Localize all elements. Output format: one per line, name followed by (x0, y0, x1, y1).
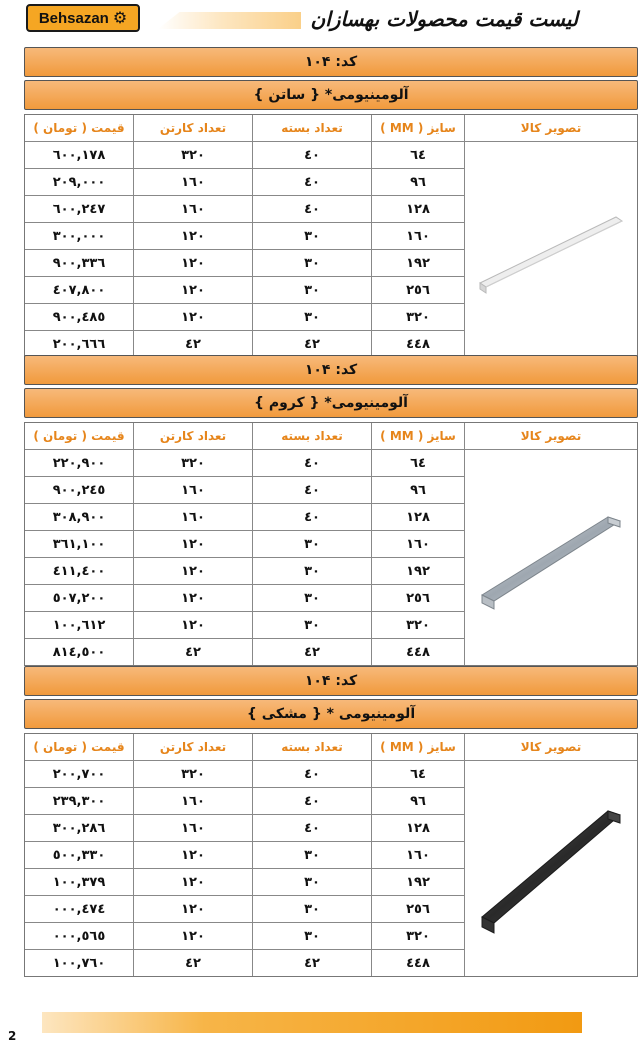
size-cell: ٣٢٠ (372, 612, 464, 638)
page-header (0, 0, 640, 44)
size-cell: ١٢٨ (372, 196, 464, 222)
size-cell: ١٦٠ (372, 842, 464, 868)
size-cell: ٢٥٦ (372, 585, 464, 611)
product-image-black (465, 761, 637, 976)
price-cell: ٤۸٥,۹۰۰ (25, 304, 133, 330)
product-section-black (24, 666, 638, 977)
size-cell: ٩٦ (372, 169, 464, 195)
price-cell: ٥۰۷,۲۰۰ (25, 585, 133, 611)
price-cell: ۲٤۷,٦۰۰ (25, 196, 133, 222)
size-cell: ١٦٠ (372, 223, 464, 249)
product-material: آلومینیومی * { مشکی } (24, 699, 638, 729)
pack-cell: ٤٠ (253, 196, 371, 222)
chrome-handle-icon (476, 503, 626, 613)
pack-cell: ٣٠ (253, 531, 371, 557)
size-cell: ١٩٢ (372, 869, 464, 895)
product-code: کد: ۱۰۴ (24, 666, 638, 696)
price-cell: ۲۰۰,۷۰۰ (25, 761, 133, 787)
pack-cell: ٣٠ (253, 585, 371, 611)
size-cell: ٦٤ (372, 450, 464, 476)
carton-cell: ١٦٠ (134, 815, 252, 841)
price-cell: ٦٦٦,۲۰۰ (25, 331, 133, 357)
black-handle-icon (476, 799, 626, 939)
price-cell: ۲۸٦,۳۰۰ (25, 815, 133, 841)
price-cell: ۳۳٦,۹۰۰ (25, 250, 133, 276)
pack-cell: ٣٠ (253, 250, 371, 276)
pack-cell: ٤٠ (253, 504, 371, 530)
carton-cell: ۳۲۰ (134, 761, 252, 787)
pack-cell: ٣٠ (253, 223, 371, 249)
price-cell: ٦١۲,١۰۰ (25, 612, 133, 638)
size-cell: ٩٦ (372, 477, 464, 503)
pack-cell: ٤٠ (253, 815, 371, 841)
size-cell: ٢٥٦ (372, 277, 464, 303)
pack-cell: ٤٢ (253, 639, 371, 665)
carton-cell: ١٢٠ (134, 277, 252, 303)
carton-cell: ١٦٠ (134, 169, 252, 195)
header-size: سایز ( MM ) (372, 115, 464, 141)
carton-cell: ۳۲۰ (134, 142, 252, 168)
header-carton: تعداد کارتن (134, 423, 252, 449)
header-price: قیمت ( تومان ) (25, 115, 133, 141)
price-cell: ٤۷٤,۰۰۰ (25, 896, 133, 922)
size-cell: ١٢٨ (372, 504, 464, 530)
product-code: کد: ۱۰۴ (24, 355, 638, 385)
price-cell: ٤١١,٤۰۰ (25, 558, 133, 584)
footer-accent-bar (42, 1012, 582, 1033)
size-cell: ١٢٨ (372, 815, 464, 841)
pack-cell: ٤٠ (253, 169, 371, 195)
header-size: سایز ( MM ) (372, 734, 464, 760)
product-section-chrome (24, 355, 638, 666)
price-cell: ۲۰۹,۰۰۰ (25, 169, 133, 195)
size-cell: ١٩٢ (372, 250, 464, 276)
header-pack: تعداد بسته (253, 423, 371, 449)
price-cell: ۱۷۸,٦۰۰ (25, 142, 133, 168)
brand-name: Behsazan (38, 9, 109, 27)
carton-cell: ٤٢ (134, 950, 252, 976)
pack-cell: ٤٠ (253, 761, 371, 787)
carton-cell: ١٢٠ (134, 842, 252, 868)
header-size: سایز ( MM ) (372, 423, 464, 449)
header-carton: تعداد کارتن (134, 115, 252, 141)
pack-cell: ٣٠ (253, 869, 371, 895)
pack-cell: ٣٠ (253, 896, 371, 922)
price-cell: ۷٦۰,١۰۰ (25, 950, 133, 976)
pack-cell: ٣٠ (253, 842, 371, 868)
carton-cell: ۳۲۰ (134, 450, 252, 476)
pack-cell: ٤٠ (253, 450, 371, 476)
size-cell: ٣٢٠ (372, 304, 464, 330)
price-cell: ۳۰۸,۹۰۰ (25, 504, 133, 530)
carton-cell: ١٢٠ (134, 304, 252, 330)
price-table (24, 422, 638, 666)
carton-cell: ١٢٠ (134, 250, 252, 276)
carton-cell: ١٢٠ (134, 585, 252, 611)
header-image: تصویر کالا (465, 423, 637, 449)
price-table (24, 733, 638, 977)
gear-icon: ⚙ (112, 8, 128, 27)
price-cell: ۳۰۰,۰۰۰ (25, 223, 133, 249)
pack-cell: ٣٠ (253, 304, 371, 330)
carton-cell: ١٦٠ (134, 196, 252, 222)
carton-cell: ١٢٠ (134, 531, 252, 557)
carton-cell: ١٢٠ (134, 612, 252, 638)
price-cell: ۳۳۰,٥۰۰ (25, 842, 133, 868)
page-title: لیست قیمت محصولات بهسازان (301, 3, 588, 35)
pack-cell: ٣٠ (253, 612, 371, 638)
header-pack: تعداد بسته (253, 734, 371, 760)
pack-cell: ٤٢ (253, 950, 371, 976)
size-cell: ٤٤٨ (372, 950, 464, 976)
header-carton: تعداد کارتن (134, 734, 252, 760)
header-price: قیمت ( تومان ) (25, 734, 133, 760)
page-number: 2 (8, 1029, 17, 1043)
product-material: آلومینیومی* { ساتن } (24, 80, 638, 110)
carton-cell: ١٦٠ (134, 788, 252, 814)
size-cell: ٩٦ (372, 788, 464, 814)
pack-cell: ٣٠ (253, 277, 371, 303)
satin-handle-icon (476, 205, 626, 295)
carton-cell: ١٢٠ (134, 923, 252, 949)
pack-cell: ٣٠ (253, 558, 371, 584)
carton-cell: ١٦٠ (134, 504, 252, 530)
carton-cell: ١٦٠ (134, 477, 252, 503)
price-cell: ۳۷۹,١۰۰ (25, 869, 133, 895)
price-cell: ٤۰۷,۸۰۰ (25, 277, 133, 303)
size-cell: ٦٤ (372, 761, 464, 787)
price-cell: ۸١٤,٥۰۰ (25, 639, 133, 665)
price-cell: ۲٤٥,۹۰۰ (25, 477, 133, 503)
brand-logo (26, 4, 140, 32)
header-image: تصویر کالا (465, 115, 637, 141)
pack-cell: ٤٠ (253, 477, 371, 503)
pack-cell: ٤٠ (253, 788, 371, 814)
price-cell: ۲۳۹,۳۰۰ (25, 788, 133, 814)
size-cell: ٣٢٠ (372, 923, 464, 949)
price-cell: ٥٦٥,۰۰۰ (25, 923, 133, 949)
product-material: آلومینیومی* { کروم } (24, 388, 638, 418)
price-cell: ۲۲۰,۹۰۰ (25, 450, 133, 476)
product-section-satin (24, 47, 638, 358)
header-pack: تعداد بسته (253, 115, 371, 141)
pack-cell: ٣٠ (253, 923, 371, 949)
size-cell: ١٦٠ (372, 531, 464, 557)
carton-cell: ١٢٠ (134, 223, 252, 249)
header-price: قیمت ( تومان ) (25, 423, 133, 449)
header-image: تصویر کالا (465, 734, 637, 760)
carton-cell: ١٢٠ (134, 869, 252, 895)
size-cell: ٤٤٨ (372, 331, 464, 357)
pack-cell: ٤٢ (253, 331, 371, 357)
pack-cell: ٤٠ (253, 142, 371, 168)
product-image-satin (465, 142, 637, 357)
size-cell: ٢٥٦ (372, 896, 464, 922)
size-cell: ١٩٢ (372, 558, 464, 584)
carton-cell: ٤٢ (134, 331, 252, 357)
price-table (24, 114, 638, 358)
carton-cell: ٤٢ (134, 639, 252, 665)
product-code: کد: ۱۰۴ (24, 47, 638, 77)
size-cell: ٦٤ (372, 142, 464, 168)
product-image-chrome (465, 450, 637, 665)
carton-cell: ١٢٠ (134, 896, 252, 922)
carton-cell: ١٢٠ (134, 558, 252, 584)
size-cell: ٤٤٨ (372, 639, 464, 665)
price-cell: ۳٦١,١۰۰ (25, 531, 133, 557)
